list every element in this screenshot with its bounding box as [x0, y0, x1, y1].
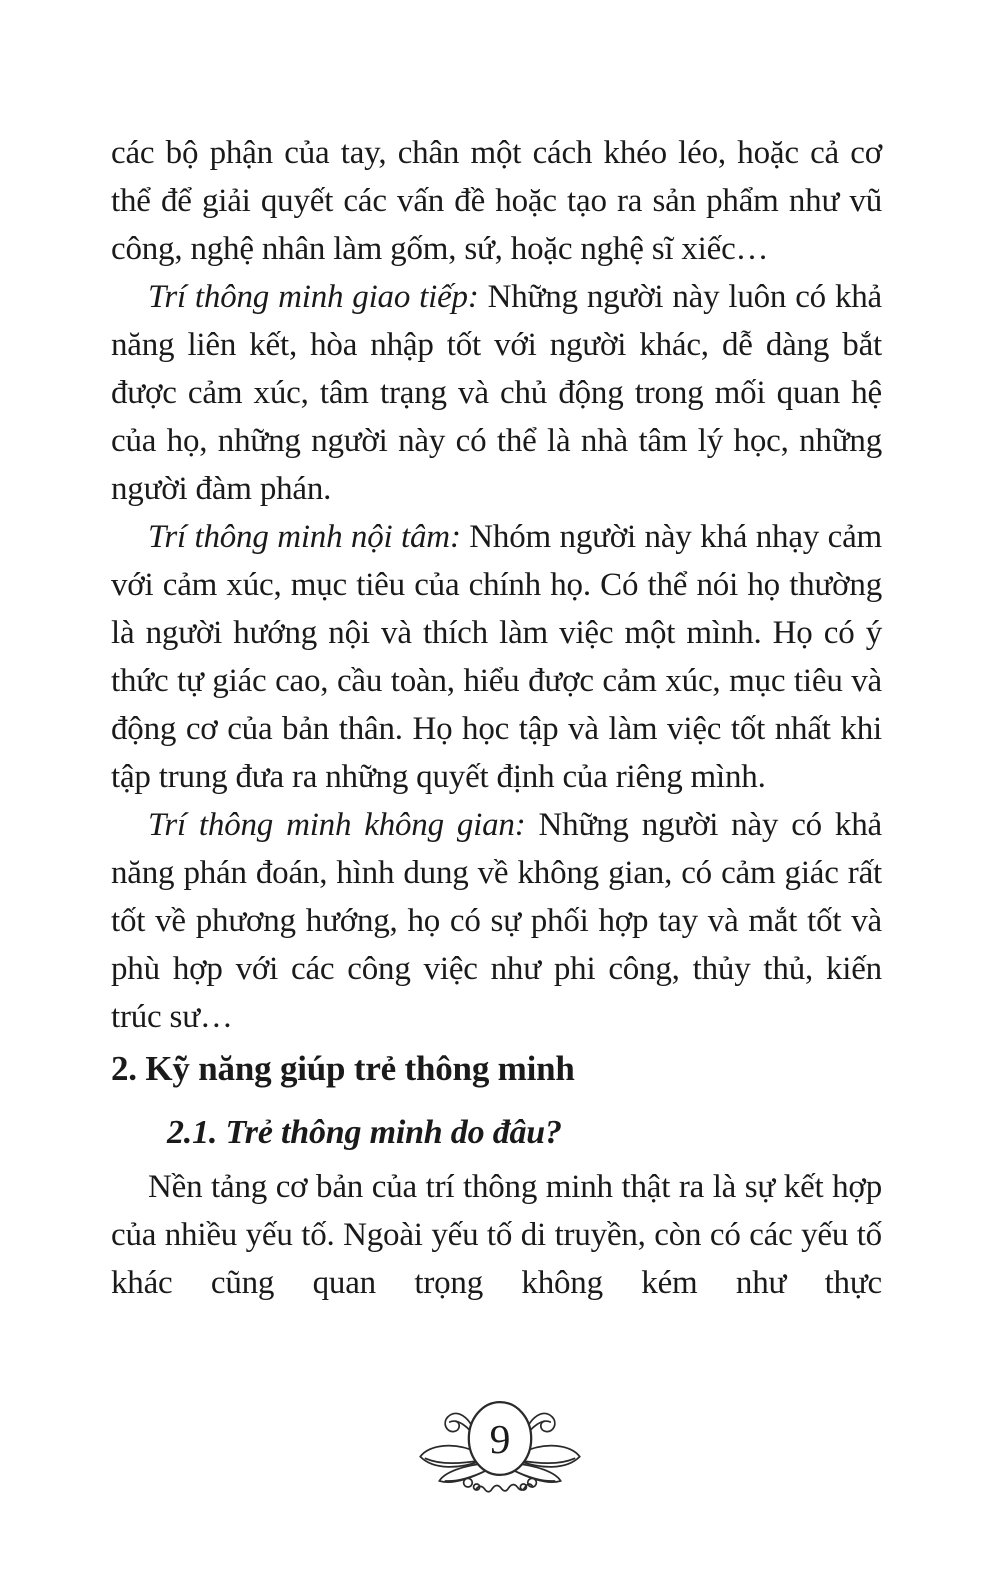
page-number: 9 — [489, 1416, 511, 1463]
paragraph-lead-italic: Trí thông minh giao tiếp: — [148, 279, 479, 315]
paragraph-kinesthetic-continuation — [111, 129, 882, 273]
paragraph-spatial-intelligence — [111, 801, 882, 1041]
page-footer — [412, 1396, 588, 1500]
text-block — [111, 129, 882, 1307]
paragraph-interpersonal-intelligence — [111, 273, 882, 513]
subsection-heading: 2.1. Trẻ thông minh do đâu? — [167, 1114, 562, 1151]
paragraph-lead-italic: Trí thông minh không gian: — [148, 807, 526, 843]
paragraph-lead-italic: Trí thông minh nội tâm: — [148, 519, 461, 555]
paragraph-text: các bộ phận của tay, chân một cách khéo léo, hoặc cả cơ thể để giải quyết các vấn đề hoặc tạo ra sản phẩm như vũ công, nghệ nhân làm gốm, sứ, hoặc nghệ sĩ xiếc… — [111, 135, 882, 267]
paragraph-intrapersonal-intelligence — [111, 513, 882, 801]
paragraph-intelligence-origins — [111, 1163, 882, 1307]
paragraph-text: Những người này có khả năng phán đoán, hình dung về không gian, có cảm giác rất tốt về phương hướng, họ có sự phối hợp tay và mắt tốt và phù hợp với các công việc như phi công, thủy thủ, kiến trúc sư… — [111, 807, 882, 1035]
paragraph-text: Những người này luôn có khả năng liên kết, hòa nhập tốt với người khác, dễ dàng bắt được cảm xúc, tâm trạng và chủ động trong mối quan hệ của họ, những người này có thể là nhà tâm lý học, những người đàm phán. — [111, 279, 883, 507]
page-number-ornament — [412, 1396, 588, 1500]
paragraph-text: Nền tảng cơ bản của trí thông minh thật ra là sự kết hợp của nhiều yếu tố. Ngoài yếu tố di truyền, còn có các yếu tố khác cũng quan trọng không kém như thực — [111, 1169, 882, 1301]
paragraph-text: Nhóm người này khá nhạy cảm với cảm xúc, mục tiêu của chính họ. Có thể nói họ thường là người hướng nội và thích làm việc một mình. Họ có ý thức tự giác cao, cầu toàn, hiểu được cảm xúc, mục tiêu và động cơ của bản thân. Họ học tập và làm việc tốt nhất khi tập trung đưa ra những quyết định của riêng mình. — [111, 519, 882, 795]
section-heading: 2. Kỹ năng giúp trẻ thông minh — [111, 1049, 575, 1088]
